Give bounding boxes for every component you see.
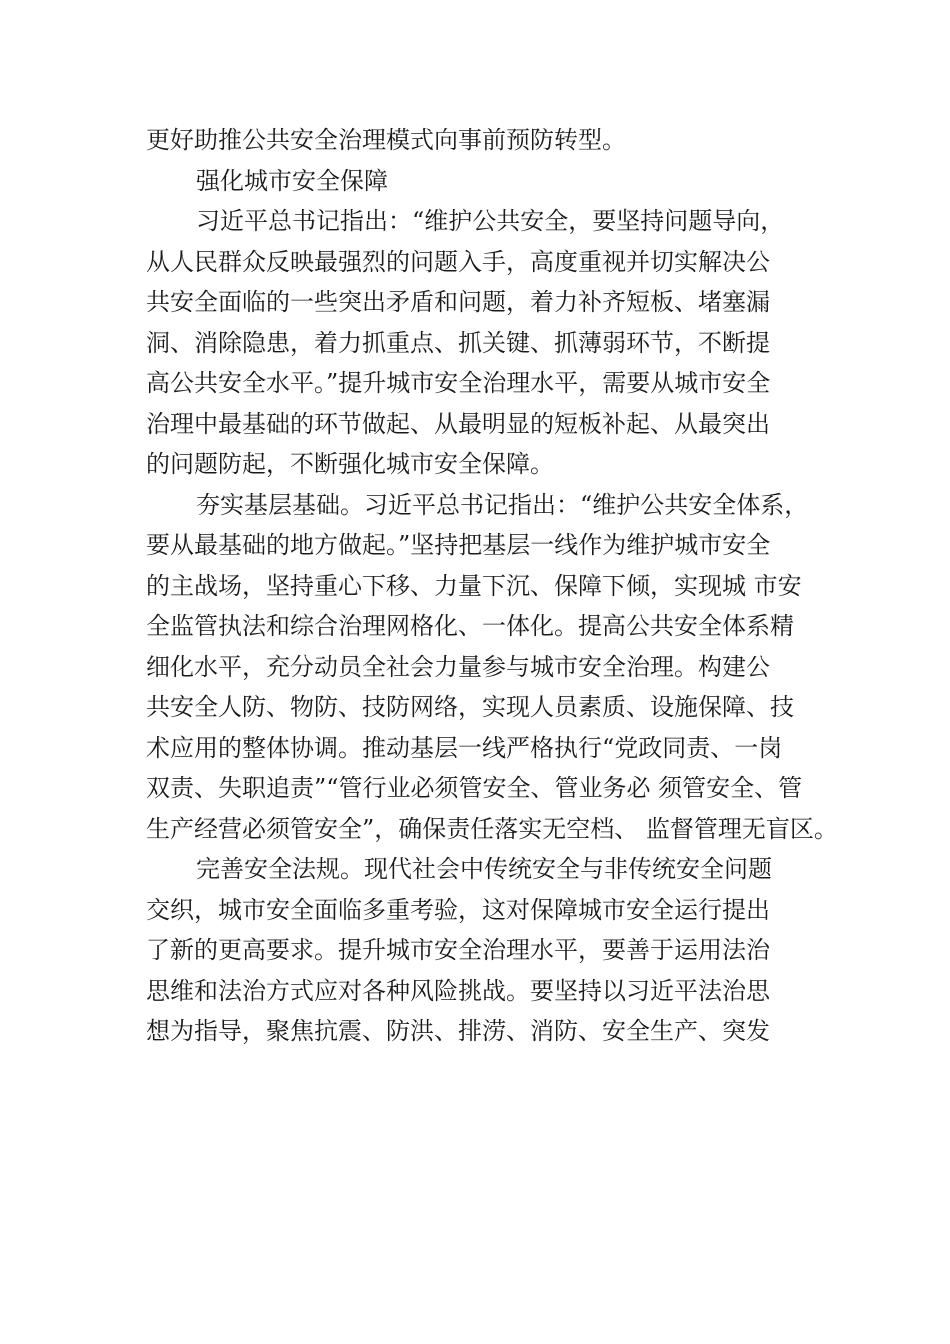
text-line: 全监管执法和综合治理网格化、一体化。提高公共安全体系精 [146,612,794,640]
text-line: 了新的更高要求。提升城市安全治理水平，要善于运用法治 [146,936,770,964]
text-line: 双责、失职追责”“管行业必须管安全、管业务必 须管安全、管 [146,774,803,802]
text-line: 洞、消除隐患，着力抓重点、抓关键、抓薄弱环节，不断提 [146,328,770,357]
text-line: 思维和法治方式应对各种风险挑战。要坚持以习近平法治思 [146,976,770,1005]
text-line: 治理中最基础的环节做起、从最明显的短板补起、从最突出 [146,409,770,438]
text-line: 的问题防起，不断强化城市安全保障。 [146,450,554,478]
section-heading: 强化城市安全保障 [196,166,388,195]
text-line: 共安全面临的一些突出矛盾和问题，着力补齐短板、堵塞漏 [146,288,770,316]
text-line: 高公共安全水平。”提升城市安全治理水平，需要从城市安全 [146,369,771,397]
text-line: 交织，城市安全面临多重考验，这对保障城市安全运行提出 [146,895,770,924]
text-line: 要从最基础的地方做起。”坚持把基层一线作为维护城市安全 [146,531,771,559]
text-line: 细化水平，充分动员全社会力量参与城市安全治理。构建公 [146,652,770,681]
text-line: 的主战场，坚持重心下移、力量下沉、保障下倾，实现城 市安 [146,571,802,600]
text-line: 从人民群众反映最强烈的问题入手，高度重视并切实解决公 [146,247,770,276]
text-line: 夯实基层基础。习近平总书记指出：“维护公共安全体系， [196,490,809,519]
text-line: 完善安全法规。现代社会中传统安全与非传统安全问题 [196,855,772,883]
text-line: 习近平总书记指出：“维护公共安全，要坚持问题导向， [196,207,785,235]
text-line: 想为指导，聚焦抗震、防洪、排涝、消防、安全生产、突发 [146,1017,770,1045]
text-line: 更好助推公共安全治理模式向事前预防转型。 [146,126,626,154]
text-line: 术应用的整体协调。推动基层一线严格执行“党政同责、一岗 [146,733,783,762]
body-text [146,120,846,1052]
text-line: 共安全人防、物防、技防网络，实现人员素质、设施保障、技 [146,693,794,721]
text-line: 生产经营必须管安全”，确保责任落实无空档、 监督管理无盲区。 [146,814,838,843]
